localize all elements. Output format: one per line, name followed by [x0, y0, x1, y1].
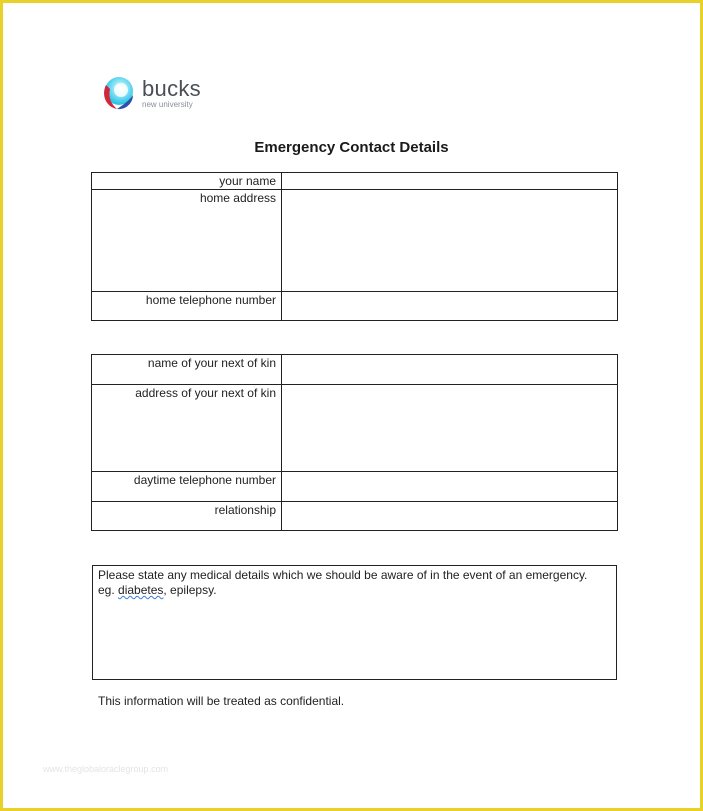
page-title: Emergency Contact Details — [254, 139, 449, 156]
table-row — [92, 292, 618, 321]
kin-address-label: address of your next of kin — [92, 385, 282, 472]
kin-name-label: name of your next of kin — [92, 355, 282, 385]
logo-subtitle: new university — [142, 99, 193, 109]
table-row — [92, 190, 618, 292]
kin-name-field[interactable] — [282, 355, 618, 385]
home-telephone-field[interactable] — [282, 292, 618, 321]
home-telephone-label: home telephone number — [92, 292, 282, 321]
table-row — [92, 355, 618, 385]
medical-example-suffix: , epilepsy. — [163, 583, 217, 597]
personal-details-table — [91, 172, 618, 321]
medical-details-box[interactable] — [92, 565, 617, 680]
your-name-field[interactable] — [282, 173, 618, 190]
table-row — [92, 385, 618, 472]
next-of-kin-table — [91, 354, 618, 531]
kin-address-field[interactable] — [282, 385, 618, 472]
medical-instruction: Please state any medical details which we should be aware of in the event of an emergency. — [98, 568, 588, 582]
table-row — [92, 502, 618, 531]
medical-example-diabetes: diabetes — [118, 583, 164, 597]
table-row — [92, 472, 618, 502]
relationship-field[interactable] — [282, 502, 618, 531]
home-address-field[interactable] — [282, 190, 618, 292]
daytime-telephone-label: daytime telephone number — [92, 472, 282, 502]
your-name-label: your name — [92, 173, 282, 190]
table-row — [92, 173, 618, 190]
medical-example — [98, 583, 611, 598]
bucks-logo-icon — [100, 73, 136, 113]
daytime-telephone-field[interactable] — [282, 472, 618, 502]
logo-name: bucks — [142, 75, 201, 101]
university-logo — [100, 73, 201, 113]
watermark: www.theglobaloraclegroup.com — [43, 764, 169, 774]
home-address-label: home address — [92, 190, 282, 292]
confidentiality-note: This information will be treated as confidential. — [98, 694, 345, 708]
medical-example-prefix: eg. — [98, 583, 119, 597]
relationship-label: relationship — [92, 502, 282, 531]
